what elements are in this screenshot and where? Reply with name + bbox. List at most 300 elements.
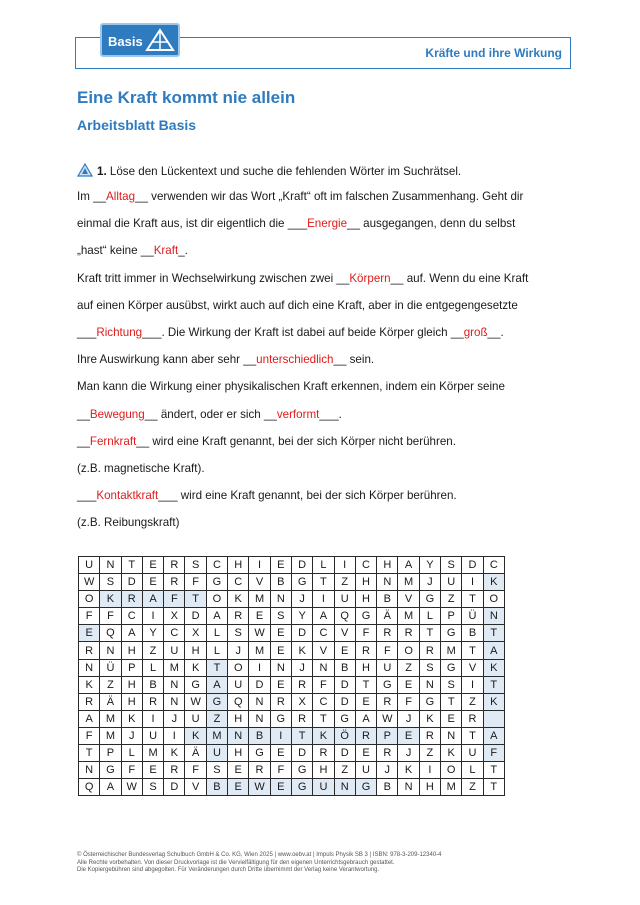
grid-cell: B xyxy=(462,625,483,642)
text-segment: ___ xyxy=(77,326,97,339)
grid-cell xyxy=(483,710,504,727)
grid-cell: A xyxy=(121,625,142,642)
grid-cell: T xyxy=(483,779,504,796)
grid-cell: N xyxy=(164,676,185,693)
grid-cell: P xyxy=(100,745,121,762)
grid-cell: B xyxy=(249,727,270,744)
grid-cell: F xyxy=(355,625,376,642)
footer xyxy=(77,852,442,875)
grid-cell: O xyxy=(79,591,100,608)
grid-cell: J xyxy=(398,745,419,762)
grid-cell: S xyxy=(441,557,462,574)
grid-cell: T xyxy=(206,659,227,676)
grid-cell: A xyxy=(79,710,100,727)
answer-word: Energie xyxy=(307,217,348,230)
grid-cell: X xyxy=(291,693,312,710)
grid-cell: K xyxy=(228,591,249,608)
grid-cell: G xyxy=(291,574,312,591)
grid-cell: J xyxy=(398,710,419,727)
grid-cell: N xyxy=(164,693,185,710)
grid-cell: K xyxy=(483,574,504,591)
grid-cell: S xyxy=(142,779,163,796)
grid-cell: U xyxy=(334,591,355,608)
grid-cell: F xyxy=(377,642,398,659)
grid-cell: E xyxy=(142,762,163,779)
grid-cell: R xyxy=(164,574,185,591)
grid-cell: E xyxy=(270,676,291,693)
grid-cell: R xyxy=(377,693,398,710)
grid-cell: I xyxy=(462,574,483,591)
grid-cell: G xyxy=(291,762,312,779)
text-segment: __. xyxy=(487,326,504,339)
grid-cell: S xyxy=(228,625,249,642)
grid-cell: Y xyxy=(291,608,312,625)
grid-cell: A xyxy=(206,608,227,625)
footer-line: Alle Rechte vorbehalten. Von dieser Druckvorlage ist die Vervielfältigung für den eigenen Unterrichtsgebrauch gestattet. xyxy=(77,859,395,866)
grid-cell: Ä xyxy=(100,693,121,710)
grid-cell: H xyxy=(355,574,376,591)
grid-cell: E xyxy=(270,557,291,574)
grid-cell: U xyxy=(462,745,483,762)
grid-cell: Z xyxy=(462,779,483,796)
grid-cell: K xyxy=(483,659,504,676)
grid-cell: R xyxy=(121,591,142,608)
grid-cell: M xyxy=(441,642,462,659)
grid-cell: W xyxy=(121,779,142,796)
grid-cell: E xyxy=(441,710,462,727)
grid-cell: M xyxy=(441,779,462,796)
text-segment: __ xyxy=(77,408,90,421)
grid-cell: Z xyxy=(334,574,355,591)
grid-cell: M xyxy=(206,727,227,744)
grid-cell: L xyxy=(419,608,440,625)
grid-cell: A xyxy=(313,608,334,625)
grid-cell: D xyxy=(462,557,483,574)
grid-cell: V xyxy=(249,574,270,591)
text-line xyxy=(77,190,523,203)
grid-cell: Z xyxy=(206,710,227,727)
basis-logo xyxy=(100,23,180,57)
grid-cell: R xyxy=(419,727,440,744)
grid-cell: B xyxy=(377,779,398,796)
grid-cell: L xyxy=(206,625,227,642)
grid-cell: Z xyxy=(100,676,121,693)
grid-cell: R xyxy=(79,693,100,710)
grid-cell: U xyxy=(79,557,100,574)
text-segment: __ xyxy=(77,435,90,448)
grid-cell: I xyxy=(313,591,334,608)
grid-cell: L xyxy=(462,762,483,779)
grid-cell: E xyxy=(355,745,376,762)
grid-cell: C xyxy=(313,625,334,642)
grid-cell: G xyxy=(355,779,376,796)
grid-cell: T xyxy=(291,727,312,744)
grid-cell: E xyxy=(270,642,291,659)
grid-cell: O xyxy=(398,642,419,659)
answer-word: Fernkraft xyxy=(89,435,137,448)
grid-cell: U xyxy=(377,659,398,676)
grid-cell: V xyxy=(398,591,419,608)
grid-cell: T xyxy=(483,676,504,693)
grid-cell: W xyxy=(185,693,206,710)
page-title: Eine Kraft kommt nie allein xyxy=(77,88,296,107)
grid-row xyxy=(79,642,505,659)
grid-cell: N xyxy=(100,642,121,659)
grid-cell: R xyxy=(377,745,398,762)
grid-cell: H xyxy=(228,745,249,762)
grid-cell: G xyxy=(419,591,440,608)
grid-cell: M xyxy=(398,608,419,625)
grid-cell: T xyxy=(313,710,334,727)
grid-cell: V xyxy=(185,779,206,796)
grid-cell: Q xyxy=(100,625,121,642)
grid-cell: N xyxy=(270,659,291,676)
grid-cell: X xyxy=(164,608,185,625)
grid-cell: R xyxy=(291,710,312,727)
grid-cell: P xyxy=(377,727,398,744)
grid-cell: R xyxy=(291,676,312,693)
grid-cell: K xyxy=(291,642,312,659)
grid-cell: F xyxy=(270,762,291,779)
grid-cell: Y xyxy=(142,625,163,642)
grid-cell: F xyxy=(79,727,100,744)
grid-cell: P xyxy=(441,608,462,625)
grid-cell: C xyxy=(164,625,185,642)
grid-cell: N xyxy=(419,676,440,693)
grid-cell: G xyxy=(334,710,355,727)
grid-cell: N xyxy=(441,727,462,744)
grid-cell: Z xyxy=(334,762,355,779)
grid-row xyxy=(79,762,505,779)
grid-cell: G xyxy=(270,710,291,727)
grid-cell: E xyxy=(398,676,419,693)
grid-cell: S xyxy=(185,557,206,574)
grid-cell: C xyxy=(313,693,334,710)
text-segment: Ihre Auswirkung kann aber sehr __ xyxy=(77,353,257,366)
text-segment: Kraft tritt immer in Wechselwirkung zwischen zwei __ xyxy=(77,272,350,285)
answer-word: Kraft xyxy=(153,244,179,257)
grid-cell: C xyxy=(121,608,142,625)
grid-cell: F xyxy=(313,676,334,693)
grid-cell: Z xyxy=(142,642,163,659)
grid-cell: C xyxy=(228,574,249,591)
grid-cell: T xyxy=(185,591,206,608)
grid-cell: U xyxy=(228,676,249,693)
grid-cell: Ö xyxy=(334,727,355,744)
grid-cell: M xyxy=(142,745,163,762)
answer-word: groß xyxy=(463,326,488,339)
grid-cell: K xyxy=(185,659,206,676)
grid-row xyxy=(79,676,505,693)
grid-cell: N xyxy=(228,727,249,744)
grid-cell: H xyxy=(228,557,249,574)
grid-cell: K xyxy=(100,591,121,608)
grid-cell: G xyxy=(249,745,270,762)
answer-word: verformt xyxy=(276,408,320,421)
grid-cell: T xyxy=(483,762,504,779)
grid-cell: C xyxy=(483,557,504,574)
grid-cell: I xyxy=(249,557,270,574)
grid-cell: P xyxy=(121,659,142,676)
grid-cell: N xyxy=(79,659,100,676)
task-text: Löse den Lückentext und suche die fehlenden Wörter im Suchrätsel. xyxy=(109,165,462,178)
text-line xyxy=(77,244,188,257)
text-segment: __ xyxy=(93,190,107,203)
grid-cell: Ü xyxy=(100,659,121,676)
text-segment: ___. xyxy=(319,408,342,421)
text-line xyxy=(77,326,504,339)
grid-cell: D xyxy=(185,608,206,625)
grid-cell: Z xyxy=(398,659,419,676)
grid-cell: Ü xyxy=(462,608,483,625)
grid-cell: E xyxy=(334,642,355,659)
grid-cell: T xyxy=(441,693,462,710)
grid-cell: K xyxy=(398,762,419,779)
text-segment: __ sein. xyxy=(333,353,375,366)
grid-row xyxy=(79,710,505,727)
grid-cell: H xyxy=(355,659,376,676)
answer-word: Bewegung xyxy=(89,408,145,421)
grid-cell: R xyxy=(313,745,334,762)
grid-cell: Q xyxy=(228,693,249,710)
grid-cell: B xyxy=(206,779,227,796)
grid-cell: H xyxy=(228,710,249,727)
grid-cell: V xyxy=(462,659,483,676)
text-line xyxy=(77,408,342,421)
grid-cell: H xyxy=(121,676,142,693)
grid-cell: O xyxy=(483,591,504,608)
grid-row xyxy=(79,625,505,642)
grid-cell: S xyxy=(419,659,440,676)
grid-cell: N xyxy=(270,591,291,608)
grid-cell: D xyxy=(291,625,312,642)
grid-cell: O xyxy=(206,591,227,608)
grid-cell: T xyxy=(355,676,376,693)
grid-cell: Q xyxy=(334,608,355,625)
grid-cell: I xyxy=(419,762,440,779)
grid-cell: G xyxy=(355,608,376,625)
text-line xyxy=(77,516,179,529)
grid-cell: I xyxy=(249,659,270,676)
grid-cell: A xyxy=(483,727,504,744)
text-line xyxy=(77,353,374,366)
grid-cell: Z xyxy=(419,745,440,762)
text-line xyxy=(77,380,505,393)
grid-cell: R xyxy=(270,693,291,710)
grid-row xyxy=(79,745,505,762)
grid-cell: J xyxy=(121,727,142,744)
grid-cell: O xyxy=(228,659,249,676)
text-line xyxy=(77,217,515,230)
grid-row xyxy=(79,608,505,625)
grid-cell: E xyxy=(355,693,376,710)
grid-cell: Q xyxy=(79,779,100,796)
grid-cell: A xyxy=(398,557,419,574)
grid-cell: M xyxy=(164,659,185,676)
grid-cell: W xyxy=(79,574,100,591)
text-segment: ___ wird eine Kraft genannt, bei der sich Körper berühren. xyxy=(158,489,457,502)
grid-cell: G xyxy=(206,693,227,710)
grid-cell: E xyxy=(79,625,100,642)
grid-cell: L xyxy=(142,659,163,676)
grid-cell: T xyxy=(121,557,142,574)
grid-cell: J xyxy=(291,591,312,608)
grid-cell: B xyxy=(377,591,398,608)
grid-cell: E xyxy=(142,574,163,591)
grid-cell: H xyxy=(121,693,142,710)
grid-cell: C xyxy=(355,557,376,574)
grid-cell: R xyxy=(79,642,100,659)
grid-cell: R xyxy=(249,762,270,779)
grid-cell: N xyxy=(377,574,398,591)
grid-cell: S xyxy=(206,762,227,779)
grid-cell: T xyxy=(462,727,483,744)
grid-cell: N xyxy=(398,779,419,796)
grid-cell: E xyxy=(398,727,419,744)
grid-cell: A xyxy=(355,710,376,727)
grid-cell: I xyxy=(270,727,291,744)
text-segment: _. xyxy=(178,244,188,257)
triangle-logo-icon xyxy=(145,28,175,52)
grid-cell: A xyxy=(206,676,227,693)
answer-word: unterschiedlich xyxy=(256,353,334,366)
grid-cell: W xyxy=(249,779,270,796)
answer-word: Körpern xyxy=(349,272,391,285)
grid-cell: C xyxy=(206,557,227,574)
grid-cell: D xyxy=(334,693,355,710)
grid-cell: B xyxy=(334,659,355,676)
grid-cell: D xyxy=(249,676,270,693)
grid-row xyxy=(79,659,505,676)
grid-cell: G xyxy=(419,693,440,710)
grid-cell: K xyxy=(483,693,504,710)
grid-cell: B xyxy=(270,574,291,591)
grid-cell: H xyxy=(419,779,440,796)
grid-cell: I xyxy=(462,676,483,693)
grid-cell: U xyxy=(355,762,376,779)
grid-row xyxy=(79,727,505,744)
grid-cell: J xyxy=(164,710,185,727)
grid-cell: Ä xyxy=(377,608,398,625)
grid-cell: M xyxy=(398,574,419,591)
grid-cell: K xyxy=(164,745,185,762)
text-line xyxy=(77,489,457,502)
logo-text: Basis xyxy=(108,34,143,49)
grid-cell: K xyxy=(441,745,462,762)
grid-cell: I xyxy=(164,727,185,744)
grid-cell: R xyxy=(419,642,440,659)
grid-cell: G xyxy=(185,676,206,693)
grid-cell: D xyxy=(291,557,312,574)
grid-cell: S xyxy=(100,574,121,591)
text-segment: Man kann die Wirkung einer physikalischen Kraft erkennen, indem ein Körper seine xyxy=(77,380,505,393)
grid-cell: I xyxy=(142,608,163,625)
grid-cell: U xyxy=(164,642,185,659)
footer-line: © Österreichischer Bundesverlag Schulbuch GmbH & Co. KG, Wien 2025 | www.oebv.at | Impuls Physik SB 3 | ISBN: 978-3-209-12340-4 xyxy=(77,852,442,858)
grid-cell: N xyxy=(334,779,355,796)
grid-cell: M xyxy=(249,591,270,608)
grid-cell: A xyxy=(483,642,504,659)
grid-cell: F xyxy=(79,608,100,625)
grid-cell: U xyxy=(313,779,334,796)
text-segment: __ auf. Wenn du eine Kraft xyxy=(390,272,529,285)
grid-cell: K xyxy=(121,710,142,727)
grid-cell: S xyxy=(441,676,462,693)
grid-cell: N xyxy=(100,557,121,574)
text-segment: __ ausgegangen, denn du selbst xyxy=(347,217,516,230)
grid-cell: F xyxy=(100,608,121,625)
grid-cell: R xyxy=(164,557,185,574)
grid-cell: T xyxy=(483,625,504,642)
grid-cell: U xyxy=(206,745,227,762)
grid-cell: G xyxy=(441,625,462,642)
task-number: 1. xyxy=(97,165,107,178)
grid-cell: O xyxy=(441,762,462,779)
text-segment: __ verwenden wir das Wort „Kraft“ oft im falschen Zusammenhang. Geht dir xyxy=(135,190,524,203)
grid-cell: M xyxy=(100,727,121,744)
grid-cell: L xyxy=(313,557,334,574)
grid-cell: D xyxy=(291,745,312,762)
text-segment: (z.B. magnetische Kraft). xyxy=(77,462,205,475)
header-title: Kräfte und ihre Wirkung xyxy=(425,46,562,60)
grid-cell: R xyxy=(355,727,376,744)
grid-cell: D xyxy=(334,745,355,762)
grid-cell: E xyxy=(142,557,163,574)
triangle-task-icon xyxy=(77,163,93,177)
grid-cell: W xyxy=(377,710,398,727)
grid-cell: G xyxy=(206,574,227,591)
grid-cell: V xyxy=(334,625,355,642)
grid-cell: B xyxy=(142,676,163,693)
text-segment: „hast“ keine __ xyxy=(77,244,154,257)
text-line xyxy=(77,272,528,285)
grid-cell: N xyxy=(79,762,100,779)
grid-cell: N xyxy=(483,608,504,625)
grid-cell: K xyxy=(79,676,100,693)
grid-cell: F xyxy=(164,591,185,608)
grid-cell: T xyxy=(462,642,483,659)
grid-cell: N xyxy=(313,659,334,676)
grid-cell: L xyxy=(121,745,142,762)
grid-cell: G xyxy=(377,676,398,693)
grid-cell: R xyxy=(142,693,163,710)
grid-cell: A xyxy=(142,591,163,608)
answer-word: Alltag xyxy=(106,190,136,203)
grid-cell: R xyxy=(164,762,185,779)
grid-cell: U xyxy=(142,727,163,744)
grid-row xyxy=(79,557,505,574)
grid-cell: T xyxy=(419,625,440,642)
grid-cell: E xyxy=(228,779,249,796)
text-segment: Im xyxy=(77,190,94,203)
grid-cell: G xyxy=(441,659,462,676)
grid-cell: N xyxy=(249,710,270,727)
grid-cell: J xyxy=(419,574,440,591)
task-line xyxy=(77,163,461,178)
grid-cell: E xyxy=(249,608,270,625)
grid-cell: R xyxy=(398,625,419,642)
grid-cell: R xyxy=(355,642,376,659)
text-segment: __ ändert, oder er sich __ xyxy=(144,408,277,421)
grid-cell: N xyxy=(249,693,270,710)
answer-word: Kontaktkraft xyxy=(96,489,159,502)
text-line xyxy=(77,299,518,312)
grid-cell: T xyxy=(79,745,100,762)
text-segment: ___. Die Wirkung der Kraft ist dabei auf beide Körper gleich __ xyxy=(142,326,464,339)
grid-cell: M xyxy=(249,642,270,659)
grid-cell: U xyxy=(441,574,462,591)
grid-cell: F xyxy=(185,762,206,779)
